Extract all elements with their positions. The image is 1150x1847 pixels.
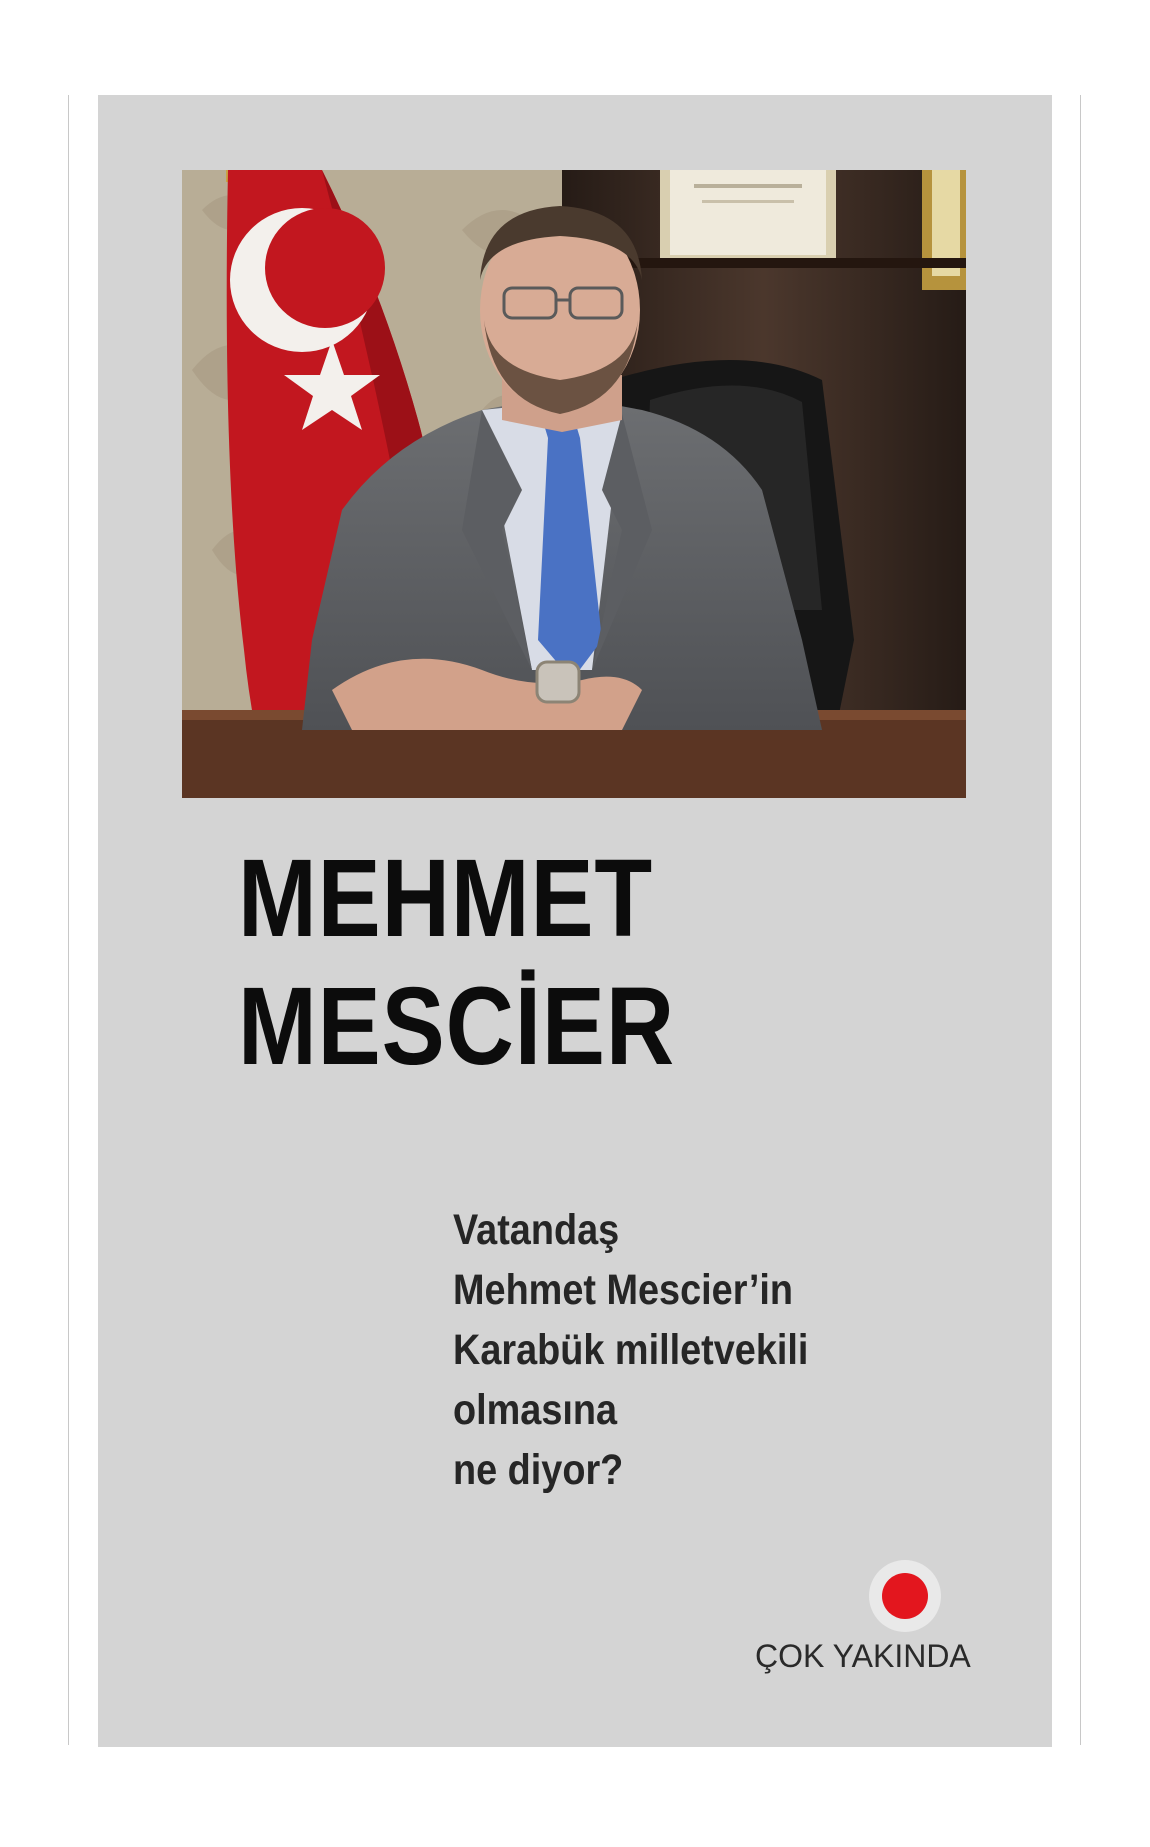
question-line-3: Karabük milletvekili [453,1326,809,1374]
question-line-1: Vatandaş [453,1206,620,1254]
coming-soon-label: ÇOK YAKINDA [755,1638,971,1674]
question-line-4: olmasına [453,1386,618,1434]
poster [98,95,1052,1747]
name-line-2: MESCİER [238,965,676,1088]
question-line-2: Mehmet Mescier’in [453,1266,793,1314]
page-border-left [68,95,69,1745]
question-line-5: ne diyor? [453,1446,624,1494]
red-dot-icon-center [882,1573,928,1619]
portrait-photo [182,170,966,798]
question-text [453,1200,808,1500]
red-dot-icon [869,1560,941,1632]
name-heading [238,835,675,1091]
name-line-1: MEHMET [238,837,654,960]
page-border-right [1080,95,1081,1745]
